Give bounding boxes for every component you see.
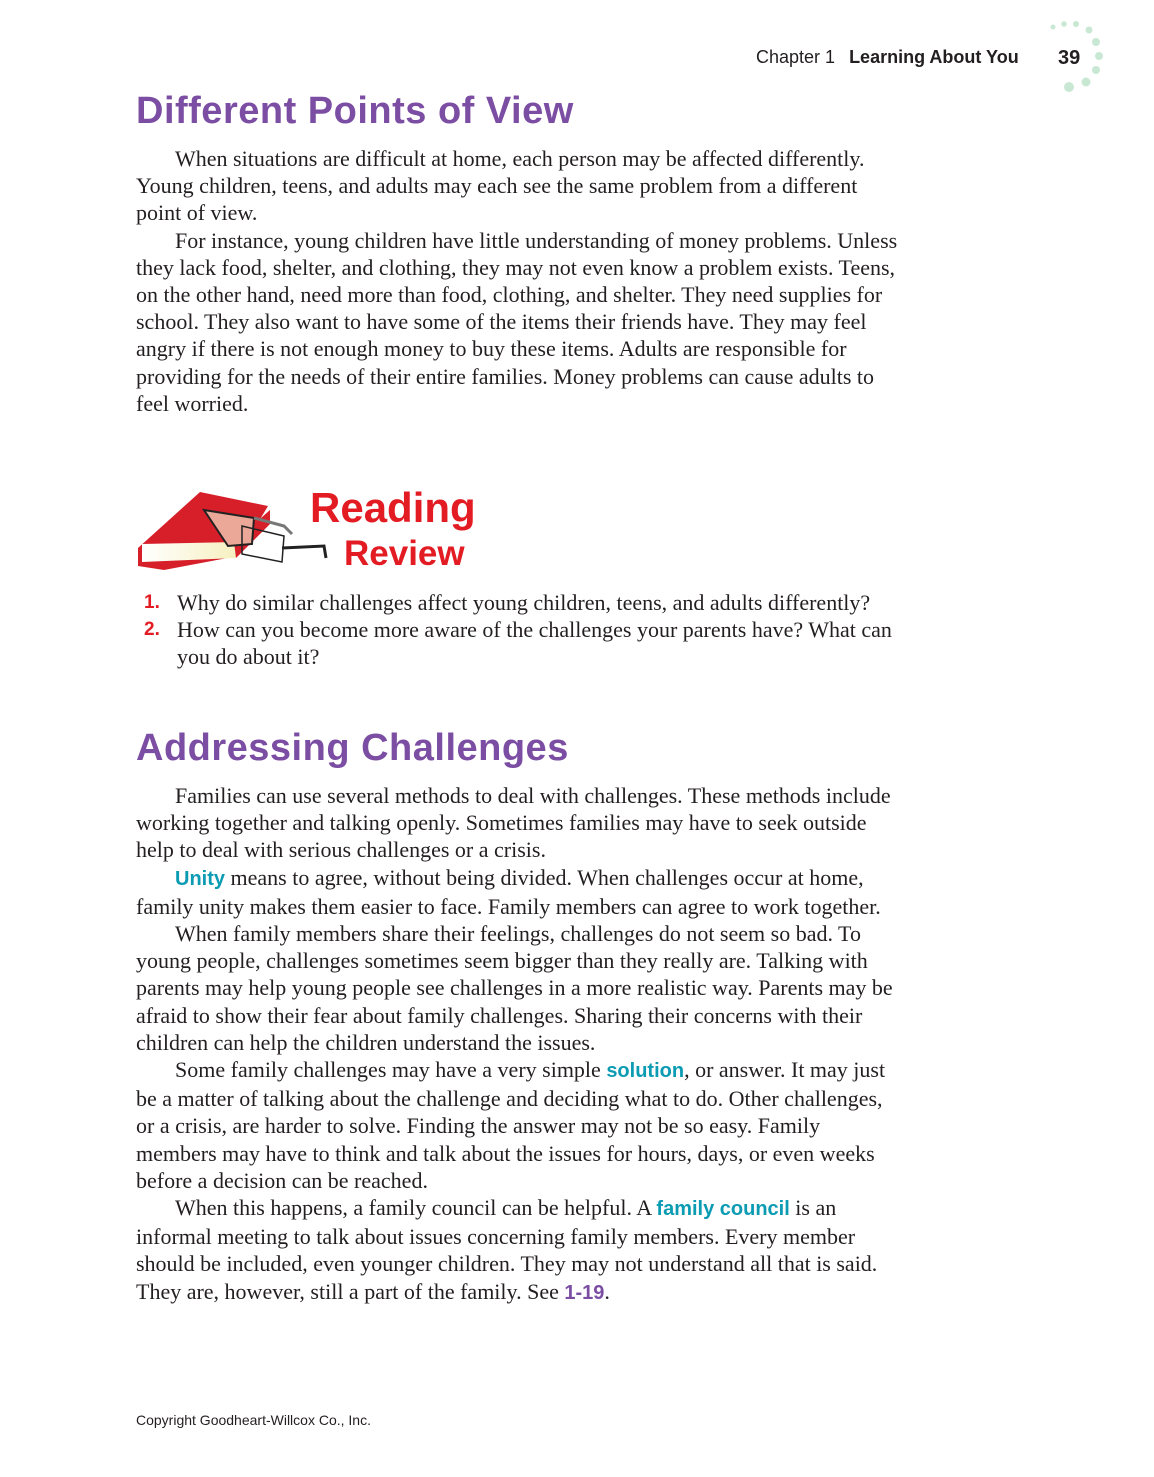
paragraph-text: . (604, 1278, 610, 1304)
question-text: Why do similar challenges affect young children, teens, and adults differently? (177, 590, 871, 615)
paragraph: Families can use several methods to deal with challenges. These methods include working together and talking openly. Sometimes families may have to seek outside help to deal with serious challenges or a crisis. (136, 783, 891, 863)
section-heading-different-points: Different Points of View (136, 90, 574, 132)
section1-body (136, 145, 900, 417)
chapter-label: Chapter 1 (756, 47, 836, 67)
question-text: How can you become more aware of the challenges your parents have? What can you do about it? (177, 617, 892, 669)
book-with-glasses-icon (134, 486, 334, 576)
question-number: 2. (144, 619, 160, 640)
paragraph-text: is an informal meeting to talk about issues concerning family members. Every member should be included, even younger children. They may not understand all that is said. They are, however, still a part of the family. See (136, 1195, 878, 1304)
paragraph-text: , or answer. It may just be a matter of talking about the challenge and deciding what to do. Other challenges, or a crisis, are harder to solve. Finding the answer may not be so easy. Family members may have to think and talk about the issues for hours, days, or even weeks before a decision can be reached. (136, 1057, 886, 1193)
question-item (136, 616, 906, 670)
paragraph: For instance, young children have little understanding of money problems. Unless they lack food, shelter, and clothing, they may not even know a problem exists. Teens, on the other hand, need more than food, clothing, and shelter. They need supplies for school. They also want to have some of the items their friends have. They may feel angry if there is not enough money to buy these items. Adults are responsible for providing for the needs of their entire families. Money problems can cause adults to feel worried. (136, 227, 898, 416)
question-number: 1. (144, 592, 160, 613)
key-term-solution[interactable]: solution (606, 1060, 685, 1083)
paragraph: When situations are difficult at home, each person may be affected differently. Young children, teens, and adults may each see the same problem from a different point of view. (136, 146, 865, 226)
paragraph: When family members share their feelings, challenges do not seem so bad. To young people, challenges sometimes seem bigger than they really are. Talking with parents may help young people see challenges in a more realistic way. Parents may be afraid to show their fear about family challenges. Sharing their concerns with their children can help the children understand the issues. (136, 921, 893, 1055)
paragraph-text: When this happens, a family council can be helpful. A (175, 1195, 657, 1221)
paragraph (136, 864, 900, 920)
key-term-unity[interactable]: Unity (175, 867, 225, 890)
chapter-title: Learning About You (849, 47, 1019, 67)
paragraph (136, 1194, 900, 1307)
paragraph-text: means to agree, without being divided. When challenges occur at home, family unity makes them easier to face. Family members can agree to work together. (136, 864, 881, 919)
reading-review-title: Reading (310, 484, 476, 531)
decorative-dots-icon (1045, 18, 1115, 98)
paragraph-text: Some family challenges may have a very simple (175, 1057, 607, 1083)
review-questions (136, 589, 906, 670)
reading-review-subtitle: Review (344, 534, 465, 573)
section-heading-addressing-challenges: Addressing Challenges (136, 727, 569, 769)
question-item (136, 589, 906, 616)
figure-reference-link[interactable]: 1-19 (564, 1281, 605, 1304)
copyright-footer: Copyright Goodheart-Willcox Co., Inc. (136, 1412, 371, 1428)
page-number: 39 (1058, 47, 1081, 69)
paragraph (136, 1056, 900, 1194)
section2-body (136, 782, 900, 1307)
running-header (756, 47, 1081, 69)
key-term-family-council[interactable]: family council (656, 1198, 790, 1221)
